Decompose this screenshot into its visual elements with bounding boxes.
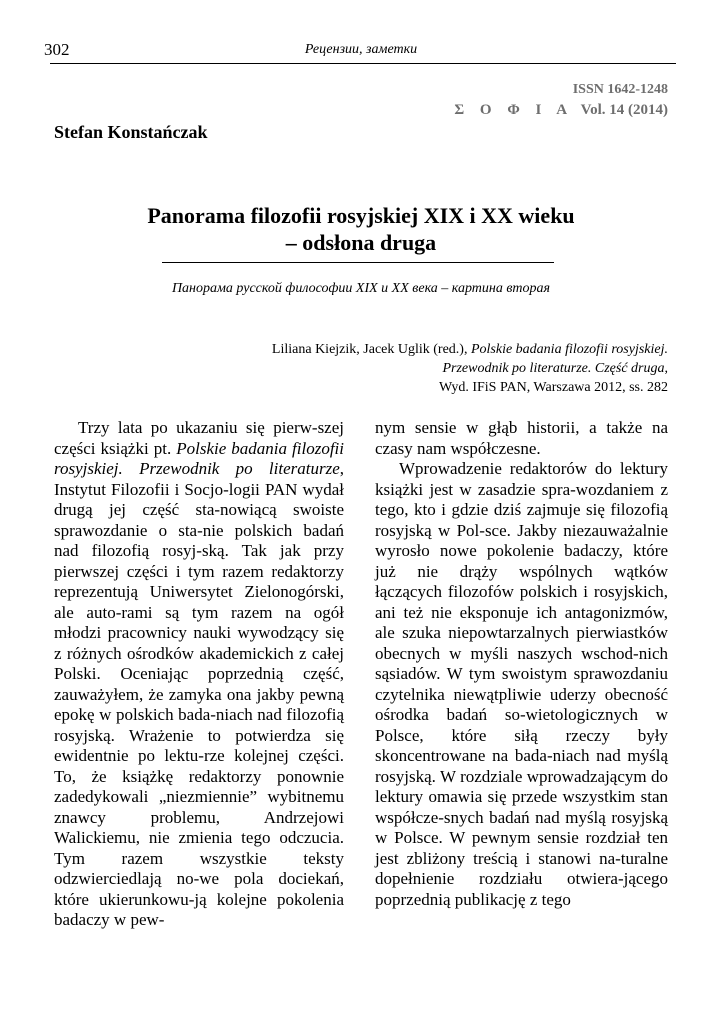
author: Stefan Konstańczak [54, 122, 208, 142]
title-line-2: – odsłona druga [285, 230, 437, 255]
header-rule [50, 63, 676, 64]
bib-title-part1: Polskie badania filozofii rosyjskiej. [470, 342, 668, 357]
paragraph-1-part-b: , Instytut Filozofii i Socjo-logii PAN wydał drugą jej część sta-nowiącą swoiste sprawozdanie o sta-nie polskich badań nad filozofią rosyj-ską. Tak jak przy pierwszej części i tym razem redaktorzy reprezentują Uniwersytet Zielonogórski, ale auto-rami są tym razem na ogół młodzi pracownicy nauki wywodzący się z różnych ośrodków akademickich z całej Polski. Oceniając poprzednią część, zauważyłem, że zamyka ona jakby pewną epokę w polskich bada-niach nad filozofią rosyjską. Wrażenie to potwierdza się ewidentnie po lektu-rze kolejnej części. To, że książkę redaktorzy ponownie zadedykowali „niezmiennie” wybitnemu znawcy problemu, Andrzejowi Walickiemu, nie zmienia tego odczucia. Tym razem wszystkie teksty odzwierciedlają no-we pola dociekań, które ukierunkowu-ją kolejne pokolenia badaczy w pew- [54, 459, 344, 929]
bib-publisher: Wyd. IFiS PAN, Warszawa 2012, ss. 282 [438, 380, 668, 395]
paragraph-1 [54, 418, 344, 931]
bib-title-part2: Przewodnik po literaturze. Część druga [442, 361, 665, 376]
bibliographic-reference [272, 340, 668, 397]
paragraph-2: Wprowadzenie redaktorów do lektury książki jest w zasadzie spra-wozdaniem z tego, kto i gdzie dziś zajmuje się filozofią rosyjską w Pol-sce. Jakby niezauważalnie wyrosło nowe pokolenie badaczy, które już nie drąży wspólnych wątków łączących filozofów polskich i rosyjskich, ani też nie eksponuje ich antagonizmów, ale szuka niepowtarzalnych pierwiastków obecnych w myśli naszych wschod-nich sąsiadów. W tym swoistym sprawozdaniu czytelnika niewątpliwie uderzy obecność ośrodka badań so-wietologicznych w Polsce, które siłą rzeczy były skoncentrowane na bada-niach nad myślą rosyjską. W rozdziale wprowadzającym do lektury omawia się przede wszystkim stan współcze-snych badań nad myślą rosyjską w Polsce. W pewnym sensie rozdział ten jest zbliżony treścią i stanowi na-turalne dopełnienie rozdziału otwiera-jącego poprzednią publikację z tego [375, 459, 668, 909]
issn: ISSN 1642-1248 [572, 82, 668, 97]
bib-line-2: Przewodnik po literaturze. Część druga, [442, 361, 668, 376]
bib-line-1 [272, 340, 668, 359]
text-column-right [375, 418, 668, 910]
bib-authors: Liliana Kiejzik, Jacek Uglik (red.), [271, 342, 471, 357]
paragraph-1-continued: nym sensie w głąb historii, a także na czasy nam współczesne. [375, 418, 668, 458]
article-subtitle: Панорама русской философии XIX и XX века – картина вторая [171, 281, 551, 296]
title-rule [162, 262, 554, 263]
paragraph-1-part-a: Trzy lata po ukazaniu się pierw-szej części książki pt. [54, 418, 344, 458]
running-header: Рецензии, заметки [304, 42, 418, 57]
journal-volume: Vol. 14 (2014) [580, 102, 668, 118]
page-number: 302 [44, 40, 70, 59]
journal-name: Σ Ο Φ Ι Α [454, 102, 574, 118]
article-title [0, 202, 722, 256]
paragraph-1-italic-title: Polskie badania filozofii rosyjskiej. Przewodnik po literaturze [54, 438, 344, 478]
title-line-1: Panorama filozofii rosyjskiej XIX i XX wieku [147, 203, 575, 228]
text-column-left [54, 418, 344, 931]
journal-line [454, 102, 668, 119]
